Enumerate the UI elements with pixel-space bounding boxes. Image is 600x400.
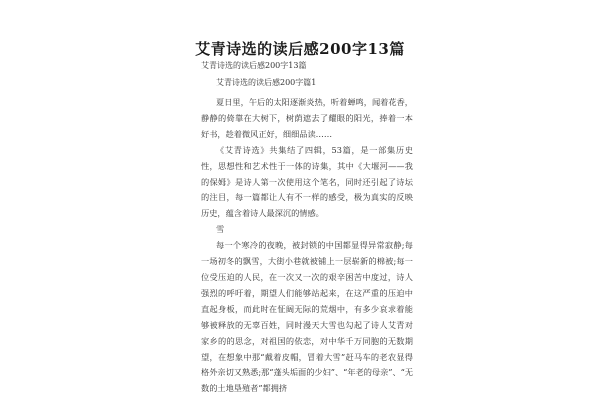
- document-body: [201, 95, 413, 397]
- paragraph: 《艾青诗选》共集结了四辑，53篇，是一部集历史性，思想性和艺术性于一体的诗集，其中《大堰河——我的保姆》是诗人第一次使用这个笔名，同时还引起了诗坛的注目，每一篇都让人有不一样的感受，极为真实的反映历史，蕴含着诗人最深沉的情感。: [201, 144, 413, 219]
- section-title: 艾青诗选的读后感200字篇1: [216, 78, 317, 87]
- paragraph: 夏日里，午后的太阳逐渐炎热，听着蝉鸣，闻着花香，静静的倚靠在大树下，树荫遮去了耀眼的阳光，捧着一本好书，趁着微风正好，细细品读……: [201, 97, 413, 139]
- document-title: 艾青诗选的读后感200字13篇: [195, 40, 405, 58]
- paragraph: 每一个寒冷的夜晚，被封锁的中国都显得异常寂静;每一场初冬的飘雪，大街小巷就被铺上一层崭新的棉被;每一位受压迫的人民，在一次又一次的艰辛困苦中度过，诗人强烈的呼吁着，期望人们能够站起来，在这严重的压迫中直起身板，而此时在怔阔无际的荒烟中，有多少哀求着能够被释放的无辜百姓，同时漫天大雪也勾起了诗人艾青对家乡的的思念，对祖国的依恋，对中华千万同胞的无数期望，在想象中那“戴着皮帽，冒着大雪”赶马车的老农显得格外亲切又熟悉;那“蓬头垢面的少妇”、“年老的母亲”、“无数的土地垦殖者”都拥挤: [201, 240, 414, 394]
- document-subtitle: 艾青诗选的读后感200字13篇: [201, 61, 307, 70]
- poem-heading: 雪: [216, 224, 225, 235]
